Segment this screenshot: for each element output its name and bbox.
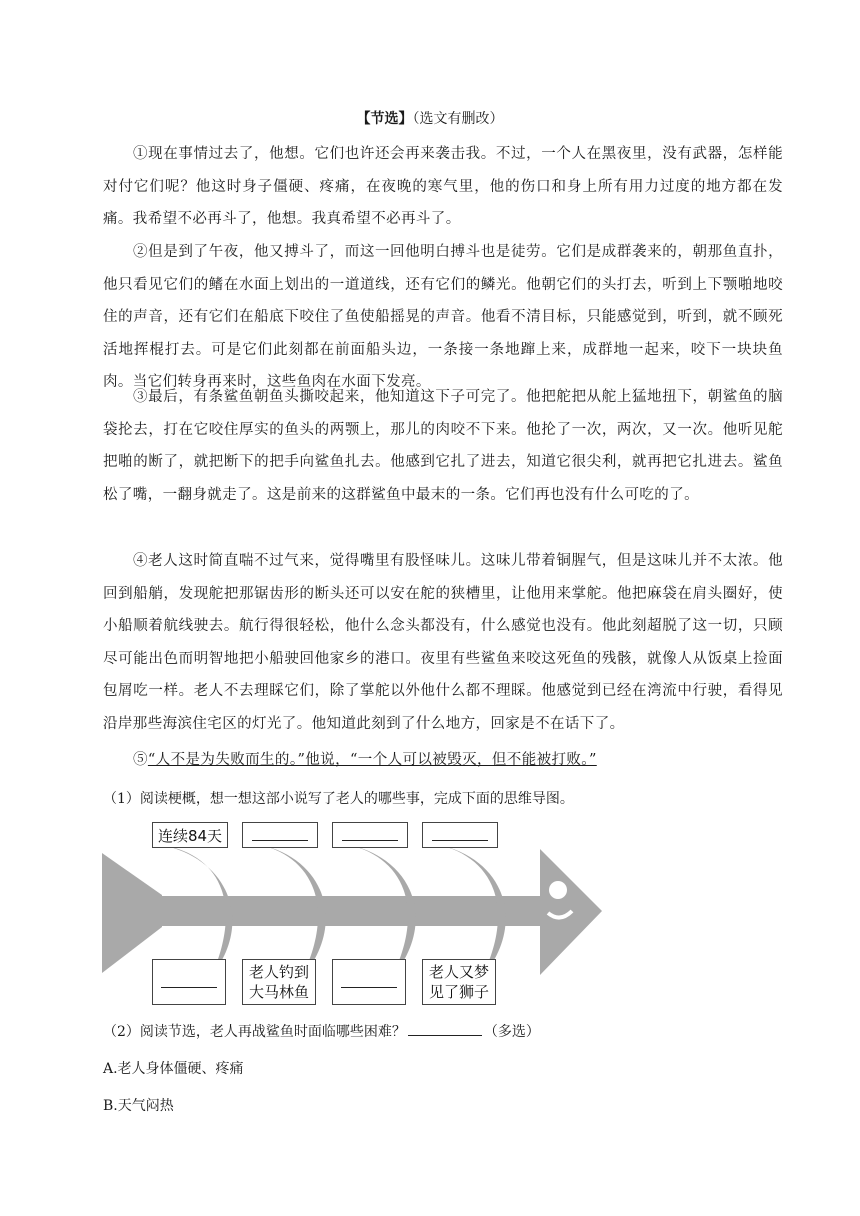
answer-blank[interactable]: [341, 986, 397, 988]
answer-blank[interactable]: [161, 986, 217, 988]
paragraph-4: ④老人这时简直喘不过气来，觉得嘴里有股怪味儿。这味儿带着铜腥气，但是这味儿并不太浓。他回到船艄，发现舵把那锯齿形的断头还可以安在舵的狭槽里，让他用来掌舵。他把麻袋在肩头圈好，使小船顺着航线驶去。航行得很轻松，他什么念头都没有，什么感觉也没有。他此刻超脱了这一切，只顾尽可能出色而明智地把小船驶回他家乡的港口。夜里有些鲨鱼来咬这死鱼的残骸，就像人从饭桌上捡面包屑吃一样。老人不去理睬它们，除了掌舵以外他什么都不理睬。他感觉到已经在湾流中行驶，看得见沿岸那些海滨住宅区的灯光了。他知道此刻到了什么地方，回家是不在话下了。: [103, 553, 783, 732]
paragraph-5: [103, 744, 783, 777]
fishbone-mind-map: [102, 815, 602, 1015]
mindmap-top-box-2[interactable]: [242, 822, 318, 848]
answer-blank[interactable]: [252, 839, 308, 841]
mindmap-top-box-4[interactable]: [422, 822, 498, 848]
option-b[interactable]: B.天气闷热: [103, 1098, 174, 1114]
question-1: （1）阅读梗概，想一想这部小说写了老人的哪些事，完成下面的思维导图。: [103, 791, 574, 807]
mindmap-bottom-box-1[interactable]: [152, 959, 226, 1005]
fish-skeleton: [102, 843, 602, 977]
mindmap-bottom-box-4: 老人又梦 见了狮子: [422, 959, 496, 1005]
paragraph-1: ①现在事情过去了，他想。它们也许还会再来袭击我。不过，一个人在黑夜里，没有武器，怎样能对付它们呢？他这时身子僵硬、疼痛，在夜晚的寒气里，他的伤口和身上所有用力过度的地方都在发痛。我希望不必再斗了，他想。我真希望不必再斗了。: [103, 146, 783, 227]
mindmap-bottom-box-2: 老人钓到 大马林鱼: [242, 959, 316, 1005]
option-a[interactable]: A.老人身体僵硬、疼痛: [103, 1061, 244, 1077]
mindmap-top-box-1: [152, 822, 228, 848]
passage-title: [0, 108, 860, 128]
title-bracket: 【节选】: [356, 111, 413, 127]
mindmap-top-box-3[interactable]: [332, 822, 408, 848]
paragraph-5-number: ⑤: [133, 752, 148, 768]
question-2: [103, 1021, 540, 1041]
question-2-text: （2）阅读节选，老人再战鲨鱼时面临哪些困难？: [103, 1024, 406, 1040]
answer-blank[interactable]: [432, 839, 488, 841]
mindmap-top-text-1: 连续84天: [157, 826, 223, 845]
fish-spine: [142, 896, 542, 926]
fish-eye: [549, 881, 567, 899]
answer-blank[interactable]: [342, 839, 398, 841]
mindmap-bottom-box-3[interactable]: [332, 959, 406, 1005]
paragraph-5-quote: “人不是为失败而生的。”他说，“一个人可以被毁灭，但不能被打败。”: [147, 752, 597, 768]
question-2-answer-blank[interactable]: [408, 1023, 482, 1036]
paragraph-3: ③最后，有条鲨鱼朝鱼头撕咬起来，他知道这下子可完了。他把舵把从舵上猛地扭下，朝鲨鱼的脑袋抡去，打在它咬住厚实的鱼头的两颚上，那儿的肉咬不下来。他抡了一次，两次，又一次。他听见舵把啪的断了，就把断下的把手向鲨鱼扎去。他感到它扎了进去，知道它很尖利，就再把它扎进去。鲨鱼松了嘴，一翻身就走了。这是前来的这群鲨鱼中最末的一条。它们再也没有什么可吃的了。: [103, 389, 783, 503]
question-2-note: （多选）: [483, 1024, 540, 1040]
title-note: （选文有删改）: [412, 111, 504, 127]
paragraph-2: ②但是到了午夜，他又搏斗了，而这一回他明白搏斗也是徒劳。它们是成群袭来的，朝那鱼直扑，他只看见它们的鳍在水面上划出的一道道线，还有它们的鳞光。他朝它们的头打去，听到上下颚啪地咬住的声音，还有它们在船底下咬住了鱼使船摇晃的声音。他看不清目标，只能感觉到，听到，就不顾死活地挥棍打去。可是它们此刻都在前面船头边，一条接一条地蹿上来，成群地一起来，咬下一块块鱼肉。当它们转身再来时，这些鱼肉在水面下发亮。: [103, 244, 783, 390]
